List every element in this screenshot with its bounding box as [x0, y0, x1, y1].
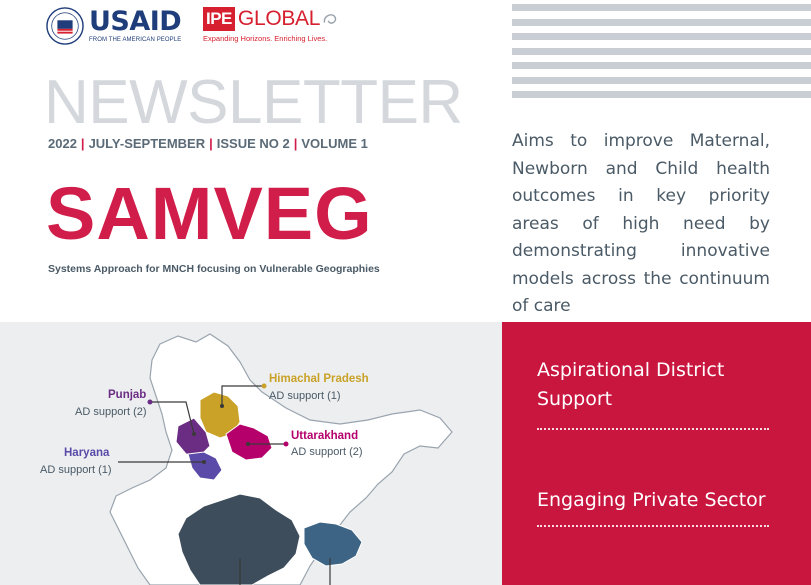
stripe	[512, 4, 811, 11]
label-punjab: Punjab	[108, 389, 147, 401]
usaid-seal-icon	[46, 7, 84, 45]
ipe-tagline: Expanding Horizons. Enriching Lives.	[203, 34, 328, 43]
usaid-wordmark: USAID	[89, 6, 182, 37]
issue-period: JULY-SEPTEMBER	[88, 136, 206, 151]
swirl-icon	[321, 10, 339, 28]
stripe	[512, 62, 811, 69]
aims-paragraph: Aims to improve Maternal, Newborn and Child health outcomes in key priority areas of high need by demonstrating innovative models across the continuum of care	[512, 131, 770, 316]
label-haryana: Haryana	[64, 447, 110, 459]
brand-name: SAMVEG	[46, 172, 373, 255]
india-map	[0, 322, 502, 585]
newsletter-title: NEWSLETTER	[44, 68, 463, 137]
panel-item-private-sector: Engaging Private Sector	[537, 489, 766, 511]
panel-divider	[537, 428, 769, 430]
stripe	[512, 19, 811, 26]
label-himachal-pradesh: Himachal Pradesh	[269, 373, 369, 385]
support-haryana: AD support (1)	[40, 464, 112, 476]
stripe	[512, 77, 811, 84]
decorative-stripes	[512, 4, 811, 106]
panel-item-aspirational-district: Aspirational District Support	[537, 359, 725, 410]
support-punjab: AD support (2)	[75, 406, 147, 418]
issue-year: 2022	[48, 136, 77, 151]
support-himachal-pradesh: AD support (1)	[269, 390, 341, 402]
issue-separator: |	[209, 136, 213, 151]
panel-divider	[537, 525, 769, 527]
ipe-global-word: GLOBAL	[237, 7, 321, 30]
stripe	[512, 33, 811, 40]
ipe-global-logo	[203, 6, 339, 46]
support-uttarakhand: AD support (2)	[291, 446, 363, 458]
issue-volume: VOLUME 1	[301, 136, 368, 151]
ipe-box: IPE	[203, 7, 235, 31]
label-uttarakhand: Uttarakhand	[291, 430, 359, 442]
highlights-panel	[502, 322, 811, 585]
stripe	[512, 91, 811, 98]
issue-line	[48, 136, 368, 151]
stripe	[512, 48, 811, 55]
issue-number: ISSUE NO 2	[216, 136, 290, 151]
brand-subtitle: Systems Approach for MNCH focusing on Vulnerable Geographies	[48, 263, 380, 275]
issue-separator: |	[80, 136, 85, 151]
usaid-logo	[46, 6, 181, 46]
issue-separator: |	[293, 136, 298, 151]
usaid-tagline: FROM THE AMERICAN PEOPLE	[89, 37, 182, 43]
